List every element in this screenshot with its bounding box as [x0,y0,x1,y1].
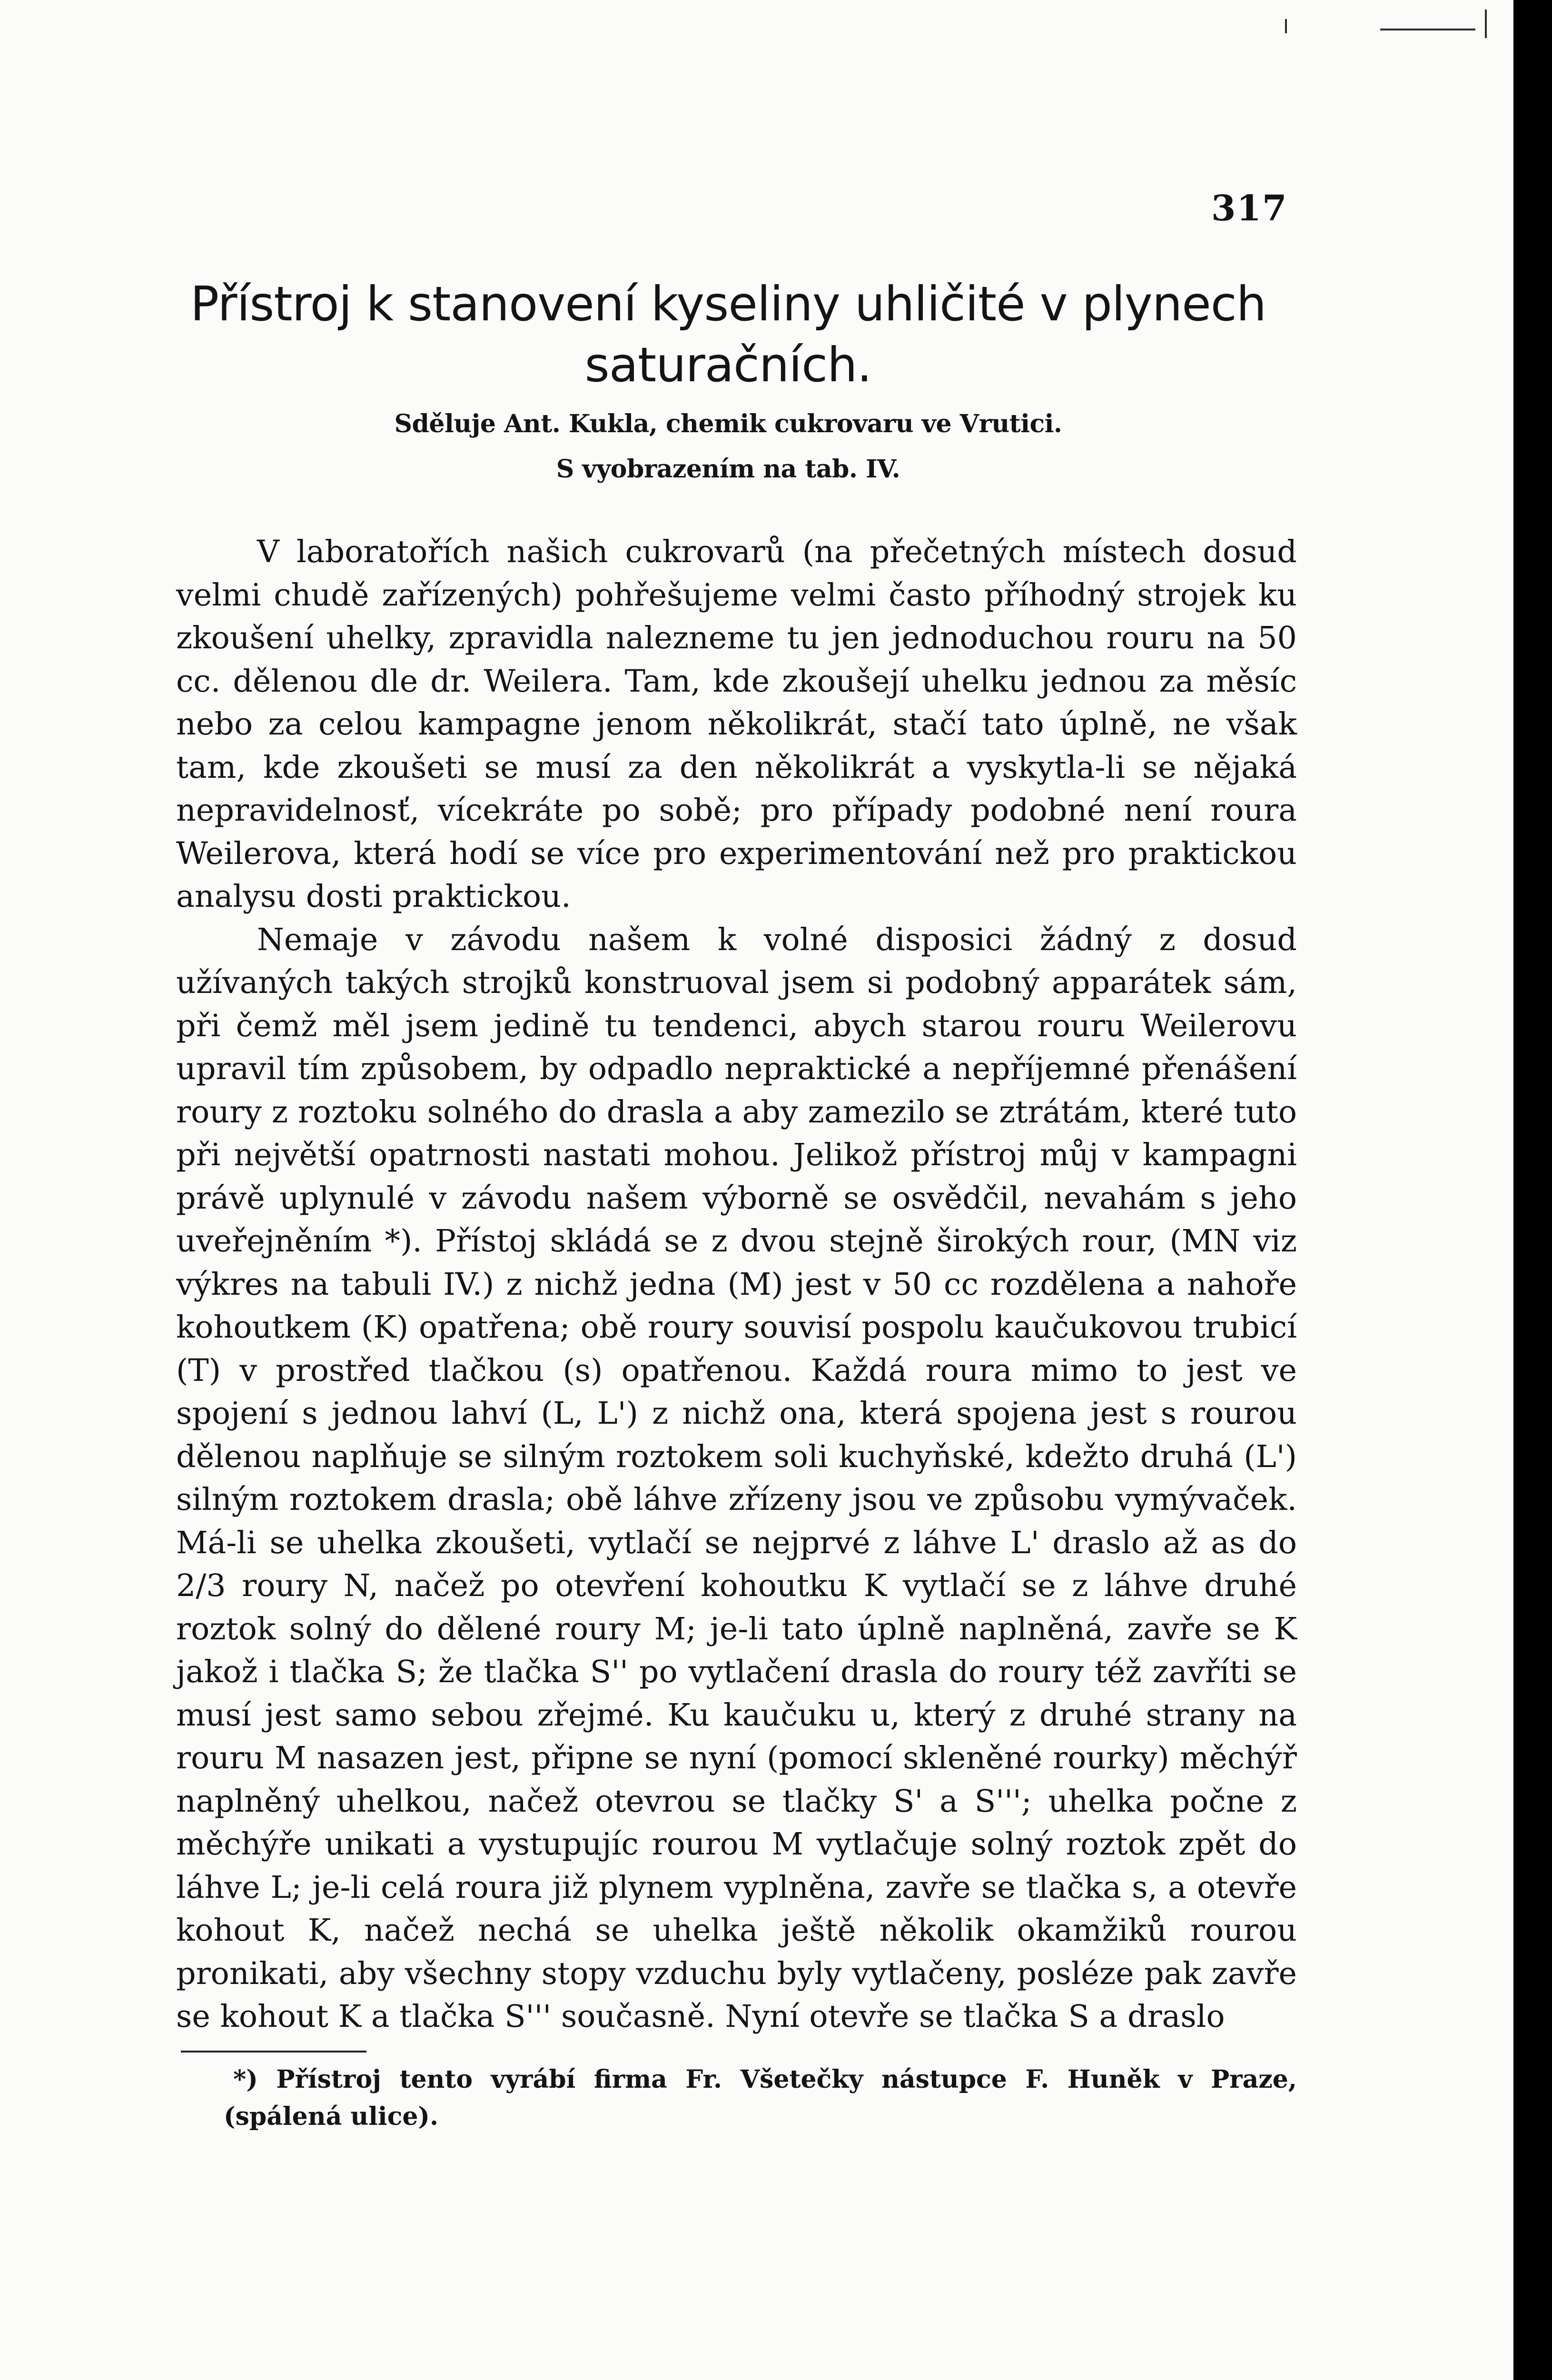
footnote-rule [181,2051,366,2053]
paragraph: V laboratořích našich cukrovarů (na přečetných místech dosud velmi chudě zařízených) pohřešujeme velmi často příhodný strojek ku zkoušení uhelky, zpravidla nalezneme tu jen jednoduchou rouru na 50 cc. dělenou dle dr. Weilera. Tam, kde zkoušejí uhelku jednou za měsíc nebo za celou kampagne jenom několikrát, stačí tato úplně, ne však tam, kde zkoušeti se musí za den několikrát a vyskytla-li se nějaká nepravidelnosť, vícekráte po sobě; pro případy podobné není roura Weilerova, která hodí se více pro experimentování než pro praktickou analysu dosti praktickou. [176,534,1297,914]
page-number: 317 [1211,188,1288,229]
scan-edge-mark [1485,10,1487,38]
article-title: Přístroj k stanovení kyseliny uhličité v plynech saturačních. [190,276,1266,393]
scan-border [1513,0,1552,2380]
paragraph: Nemaje v závodu našem k volné disposici žádný z dosud užívaných takých strojků konstruoval jsem si podobný apparátek sám, při čemž měl jsem jedině tu tendenci, abych starou rouru Weilerovu upravil tím způsobem, by odpadlo nepraktické a nepříjemné přenášení roury z roztoku solného do drasla a aby zamezilo se ztrátám, které tuto při největší opatrnosti nastati mohou. Jelikož přístroj můj v kampagni právě uplynulé v závodu našem výborně se osvědčil, nevahám s jeho uveřejněním *). Přístoj skládá se z dvou stejně širokých rour, (MN viz výkres na tabuli IV.) z nichž jedna (M) jest v 50 cc rozdělena a nahoře kohoutkem (K) opatřena; obě roury souvisí pospolu kaučukovou trubicí (T) v prostřed tlačkou (s) opatřenou. Každá roura mimo to jest ve spojení s jednou lahví (L, L') z nichž ona, která spojena jest s rourou dělenou naplňuje se silným roztokem soli kuchyňské, kdežto druhá (L') silným roztokem drasla; obě láhve zřízeny jsou ve způsobu vymývaček. Má-li se uhelka zkoušeti, vytlačí se nejprvé z láhve L' draslo až as do 2/3 roury N, načež po otevření kohoutku K vytlačí se z láhve druhé roztok solný do dělené roury M; je-li tato úplně naplněná, zavře se K jakož i tlačka S; že tlačka S'' po vytlačení drasla do roury též zavříti se musí jest samo sebou zřejmé. Ku kaučuku u, který z druhé strany na rouru M nasazen jest, připne se nyní (pomocí skleněné rourky) měchýř naplněný uhelkou, načež otevrou se tlačky S' a S'''; uhelka počne z měchýře unikati a vystupujíc rourou M vytlačuje solný roztok zpět do láhve L; je-li celá roura již plynem vyplněna, zavře se tlačka s, a otevře kohout K, načež nechá se uhelka ještě několik okamžiků rourou pronikati, aby všechny stopy vzduchu byly vytlačeny, posléze pak zavře se kohout K a tlačka S''' současně. Nyní otevře se tlačka S a draslo [176,922,1297,2034]
scan-edge-mark [1380,29,1475,30]
scan-edge-mark [1285,19,1287,33]
article-body [176,531,1297,2039]
footnote: *) Přístroj tento vyrábí firma Fr. Všetečky nástupce F. Huněk v Praze, (spálená ulice). [224,2065,1297,2131]
author-byline: Sděluje Ant. Kukla, chemik cukrovaru ve Vrutici. [394,409,1062,438]
illustration-note: S vyobrazením na tab. IV. [556,455,900,484]
